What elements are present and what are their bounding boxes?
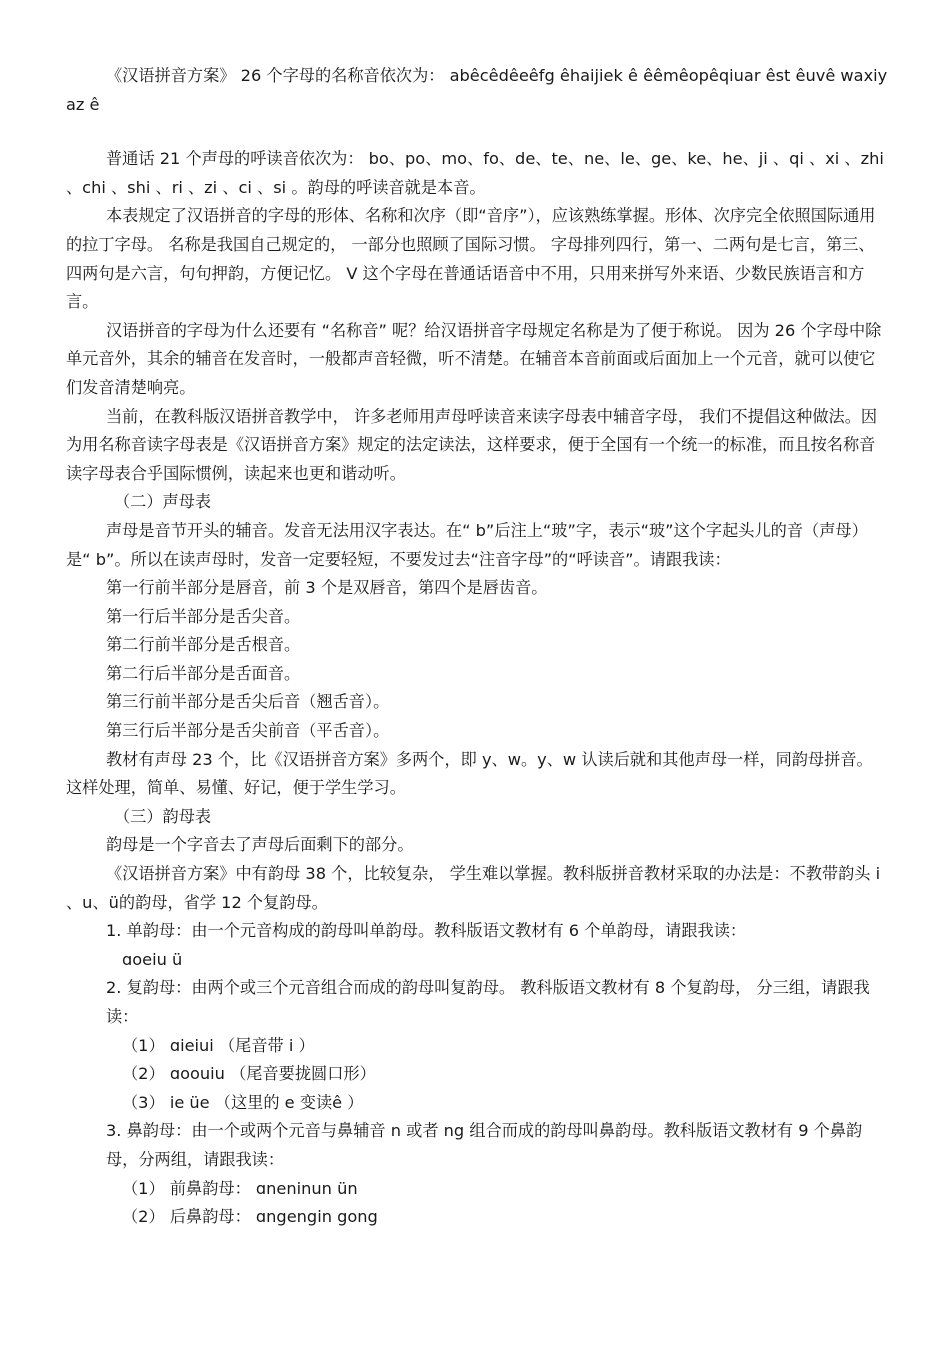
simple-finals-list: ɑoeiu ü xyxy=(122,949,183,969)
paragraph-table-rules: 本表规定了汉语拼音的字母的形体、名称和次序（即“音序”），应该熟练掌握。形体、次序完全依照国际通用的拉丁字母。 名称是我国自己规定的， 一部分也照顾了国际习惯。 字母排列四行，第一、二两句是七言，第三、四两句是六言，句句押韵，方便记忆。 V 这个字母在普通话语音中不用，只用来拼写外来语、少数民族语言和方言。 xyxy=(66,206,876,312)
paragraph-teaching-note: 当前，在教科版汉语拼音教学中， 许多老师用声母呼读音来读字母表中辅音字母， 我们不提倡这种做法。因为用名称音读字母表是《汉语拼音方案》规定的法定读法，这样要求，便于全国有一个统一的标准，而且按名称音读字母表合乎国际惯例，读起来也更和谐动听。 xyxy=(66,406,878,483)
section-heading-initials: （二）声母表 xyxy=(114,492,212,512)
paragraph-finals-count: 《汉语拼音方案》中有韵母 38 个，比较复杂， 学生难以掌握。教科版拼音教材采取的办法是：不教带韵头 i 、u、ü的韵母，省学 12 个复韵母。 xyxy=(66,864,881,912)
initials-row-note: 第一行后半部分是舌尖音。 xyxy=(106,606,301,626)
blank-line xyxy=(66,119,888,145)
nasal-finals-item: 3. 鼻韵母：由一个或两个元音与鼻辅音 n 或者 ng 组合而成的韵母叫鼻韵母。教科版语文教材有 9 个鼻韵母，分两组，请跟我读： xyxy=(106,1121,863,1169)
compound-finals-group: （2） ɑoouiu （尾音要拢圆口形） xyxy=(122,1064,376,1084)
initials-row-note: 第三行前半部分是舌尖后音（翘舌音）。 xyxy=(106,692,390,712)
nasal-finals-group: （2） 后鼻韵母： ɑngengin gong xyxy=(122,1207,378,1227)
paragraph-initials-definition: 声母是音节开头的辅音。发音无法用汉字表达。在“ b”后注上“玻”字，表示“玻”这个字起头儿的音（声母）是“ b”。所以在读声母时，发音一定要轻短，不要发过去“注音字母”的“呼读音”。请跟我读： xyxy=(66,520,868,569)
paragraph-initials-count: 教材有声母 23 个，比《汉语拼音方案》多两个，即 y、w。y、w 认读后就和其他声母一样，同韵母拼音。这样处理，简单、易懂、好记，便于学生学习。 xyxy=(66,749,873,798)
initials-row-note: 第三行后半部分是舌尖前音（平舌音）。 xyxy=(106,721,390,741)
paragraph-finals-definition: 韵母是一个字音去了声母后面剩下的部分。 xyxy=(106,835,414,855)
section-heading-finals: （三）韵母表 xyxy=(114,806,212,826)
initials-row-note: 第二行前半部分是舌根音。 xyxy=(106,635,301,655)
compound-finals-group: （3） ie üe （这里的 e 变读ê ） xyxy=(122,1092,364,1112)
paragraph-initials-reading: 普通话 21 个声母的呼读音依次为： bo、po、mo、fo、de、te、ne、le、ge、ke、he、ji 、qi 、xi 、zhi 、chi 、shi 、ri 、zi 、ci 、si 。韵母的呼读音就是本音。 xyxy=(66,149,884,197)
initials-row-note: 第一行前半部分是唇音，前 3 个是双唇音，第四个是唇齿音。 xyxy=(106,578,548,598)
compound-finals-group: （1） ɑieiui （尾音带 i ） xyxy=(122,1035,315,1055)
paragraph-name-sounds: 汉语拼音的字母为什么还要有 “名称音” 呢？给汉语拼音字母规定名称是为了便于称说。 因为 26 个字母中除单元音外，其余的辅音在发音时，一般都声音轻微，听不清楚。在辅音本音前面或后面加上一个元音，就可以使它们发音清楚响亮。 xyxy=(66,320,882,397)
paragraph-alphabet-names: 《汉语拼音方案》 26 个字母的名称音依次为： abêcêdêeêfg êhaijiek ê êêmêopêqiuar êst êuvê waxiyaz ê xyxy=(66,66,888,114)
initials-row-note: 第二行后半部分是舌面音。 xyxy=(106,663,301,683)
nasal-finals-group: （1） 前鼻韵母： ɑneninun ün xyxy=(122,1178,358,1198)
compound-finals-item: 2. 复韵母：由两个或三个元音组合而成的韵母叫复韵母。 教科版语文教材有 8 个复韵母， 分三组，请跟我读： xyxy=(106,978,870,1026)
simple-finals-item: 1. 单韵母：由一个元音构成的韵母叫单韵母。教科版语文教材有 6 个单韵母，请跟我读： xyxy=(106,921,747,941)
